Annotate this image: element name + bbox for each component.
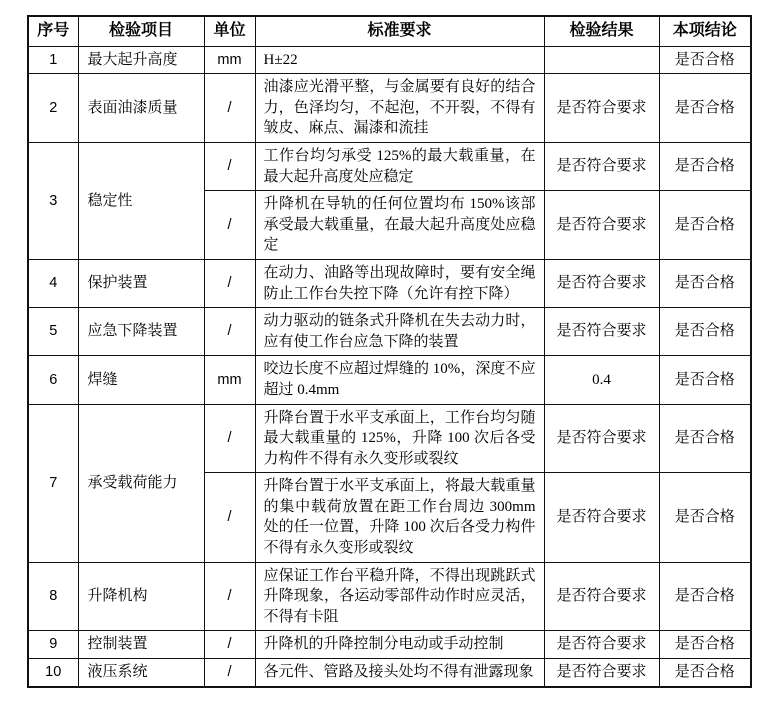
unit-cell: mm [204, 356, 255, 404]
serial-cell: 2 [28, 74, 78, 143]
unit-cell: / [204, 631, 255, 659]
result-cell: 0.4 [544, 356, 659, 404]
unit-cell: / [204, 142, 255, 190]
table-row [28, 356, 751, 404]
serial-cell: 4 [28, 259, 78, 307]
serial-cell: 9 [28, 631, 78, 659]
result-cell: 是否符合要求 [544, 259, 659, 307]
serial-cell: 8 [28, 562, 78, 631]
requirement-cell: 动力驱动的链条式升降机在失去动力时，应有使工作台应急下降的装置 [255, 308, 544, 356]
requirement-cell: 应保证工作台平稳升降，不得出现跳跃式升降现象，各运动零部件动作时应灵活，不得有卡阻 [255, 562, 544, 631]
table-row [28, 74, 751, 143]
requirement-cell: 在动力、油路等出现故障时，要有安全绳防止工作台失控下降（允许有控下降） [255, 259, 544, 307]
unit-cell: / [204, 191, 255, 260]
item-cell: 焊缝 [78, 356, 204, 404]
requirement-cell: 各元件、管路及接头处均不得有泄露现象 [255, 659, 544, 687]
item-cell: 稳定性 [78, 142, 204, 259]
unit-cell: / [204, 562, 255, 631]
serial-cell: 10 [28, 659, 78, 687]
header-item: 检验项目 [78, 16, 204, 46]
conclusion-cell: 是否合格 [659, 659, 751, 687]
requirement-cell: 升降台置于水平支承面上，将最大载重量的集中载荷放置在距工作台周边 300mm 处的任一位置，升降 100 次后各受力构件不得有永久变形或裂纹 [255, 473, 544, 562]
item-cell: 控制装置 [78, 631, 204, 659]
result-cell: 是否符合要求 [544, 142, 659, 190]
conclusion-cell: 是否合格 [659, 562, 751, 631]
table-row [28, 659, 751, 687]
unit-cell: / [204, 404, 255, 473]
conclusion-cell: 是否合格 [659, 259, 751, 307]
conclusion-cell: 是否合格 [659, 631, 751, 659]
result-cell: 是否符合要求 [544, 473, 659, 562]
requirement-cell: 油漆应光滑平整，与金属要有良好的结合力，色泽均匀，不起泡，不开裂，不得有皱皮、麻点、漏漆和流挂 [255, 74, 544, 143]
conclusion-cell: 是否合格 [659, 46, 751, 74]
header-row [28, 16, 751, 46]
result-cell: 是否符合要求 [544, 659, 659, 687]
serial-cell: 1 [28, 46, 78, 74]
unit-cell: / [204, 74, 255, 143]
header-requirement: 标准要求 [255, 16, 544, 46]
requirement-cell: H±22 [255, 46, 544, 74]
unit-cell: mm [204, 46, 255, 74]
conclusion-cell: 是否合格 [659, 473, 751, 562]
table-row [28, 142, 751, 190]
conclusion-cell: 是否合格 [659, 74, 751, 143]
unit-cell: / [204, 473, 255, 562]
result-cell: 是否符合要求 [544, 404, 659, 473]
header-conclusion: 本项结论 [659, 16, 751, 46]
item-cell: 最大起升高度 [78, 46, 204, 74]
conclusion-cell: 是否合格 [659, 308, 751, 356]
result-cell: 是否符合要求 [544, 631, 659, 659]
serial-cell: 5 [28, 308, 78, 356]
result-cell: 是否符合要求 [544, 308, 659, 356]
serial-cell: 7 [28, 404, 78, 562]
inspection-table-body [28, 46, 751, 687]
table-row [28, 631, 751, 659]
conclusion-cell: 是否合格 [659, 191, 751, 260]
serial-cell: 3 [28, 142, 78, 259]
table-row [28, 562, 751, 631]
table-row [28, 46, 751, 74]
item-cell: 承受载荷能力 [78, 404, 204, 562]
table-header [28, 16, 751, 46]
requirement-cell: 升降机的升降控制分电动或手动控制 [255, 631, 544, 659]
table-row [28, 259, 751, 307]
result-cell: 是否符合要求 [544, 74, 659, 143]
inspection-table [27, 15, 752, 688]
item-cell: 液压系统 [78, 659, 204, 687]
result-cell: 是否符合要求 [544, 191, 659, 260]
item-cell: 升降机构 [78, 562, 204, 631]
conclusion-cell: 是否合格 [659, 356, 751, 404]
unit-cell: / [204, 259, 255, 307]
header-serial: 序号 [28, 16, 78, 46]
requirement-cell: 升降台置于水平支承面上，工作台均匀随最大载重量的 125%，升降 100 次后各受力构件不得有永久变形或裂纹 [255, 404, 544, 473]
result-cell [544, 46, 659, 74]
serial-cell: 6 [28, 356, 78, 404]
requirement-cell: 升降机在导轨的任何位置均布 150%该部承受最大载重量，在最大起升高度处应稳定 [255, 191, 544, 260]
conclusion-cell: 是否合格 [659, 404, 751, 473]
requirement-cell: 工作台均匀承受 125%的最大载重量，在最大起升高度处应稳定 [255, 142, 544, 190]
result-cell: 是否符合要求 [544, 562, 659, 631]
item-cell: 表面油漆质量 [78, 74, 204, 143]
requirement-cell: 咬边长度不应超过焊缝的 10%，深度不应超过 0.4mm [255, 356, 544, 404]
table-row [28, 404, 751, 473]
unit-cell: / [204, 308, 255, 356]
unit-cell: / [204, 659, 255, 687]
item-cell: 应急下降装置 [78, 308, 204, 356]
header-result: 检验结果 [544, 16, 659, 46]
item-cell: 保护装置 [78, 259, 204, 307]
header-unit: 单位 [204, 16, 255, 46]
conclusion-cell: 是否合格 [659, 142, 751, 190]
table-row [28, 308, 751, 356]
